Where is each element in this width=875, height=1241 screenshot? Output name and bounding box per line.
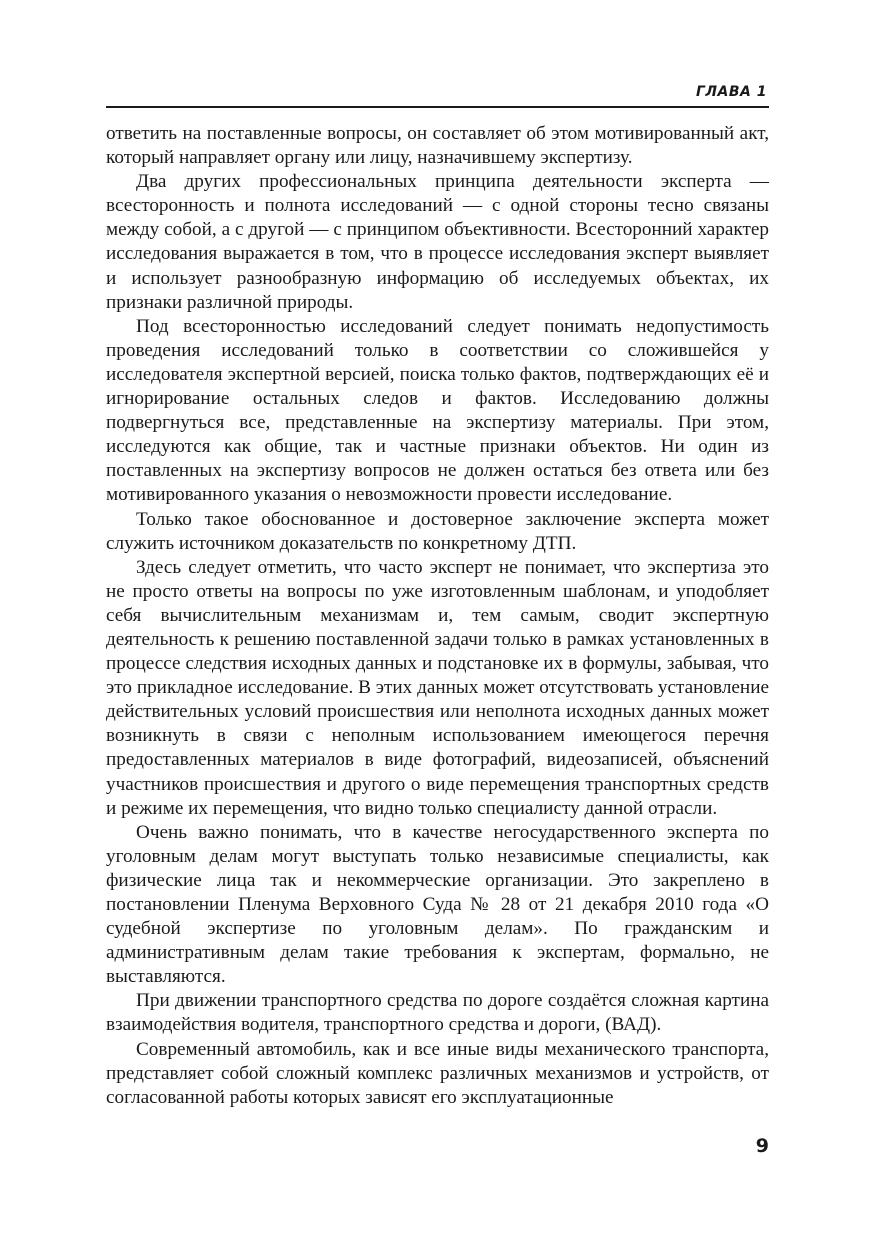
- header-divider: [106, 106, 769, 108]
- paragraph-8: Современный автомобиль, как и все иные виды механического транспорта, представляет собой сложный комплекс различных механизмов и устройств, от согласованной работы которых зависят его эксплуатационные: [106, 1038, 769, 1108]
- paragraph-7: При движении транспортного средства по дороге создаётся сложная картина взаимодействия водителя, транспортного средства и дороги, (ВАД).: [106, 990, 769, 1036]
- page-number: 9: [755, 1135, 769, 1157]
- paragraph-2: Два других профессиональных принципа деятельности эксперта — всесторонность и полнота исследований — с одной стороны тесно связаны между собой, а с другой — с принципом объективности. Всесторонний характер исследования выражается в том, что в процессе исследования эксперт выявляет и использует разнообразную информацию об исследуемых объектах, их признаки различной природы.: [106, 171, 769, 313]
- paragraph-5: Здесь следует отметить, что часто эксперт не понимает, что экспертиза это не просто ответы на вопросы по уже изготовленным шаблонам, и уподобляет себя вычислительным механизмам и, тем самым, сводит экспертную деятельность к решению поставленной задачи только в рамках установленных в процессе следствия исходных данных и подстановке их в формулы, забывая, что это прикладное исследование. В этих данных может отсутствовать установление действительных условий происшествия или неполнота исходных данных может возникнуть в связи с неполным использованием имеющегося перечня предоставленных материалов в виде фотографий, видеозаписей, объяснений участников происшествия и другого о виде перемещения транспортных средств и режиме их перемещения, что видно только специалисту данной отрасли.: [106, 556, 769, 819]
- paragraph-6: Очень важно понимать, что в качестве негосударственного эксперта по уголовным делам могут выступать только независимые специалисты, как физические лица так и некоммерческие организации. Это закреплено в постановлении Пленума Верховного Суда № 28 от 21 декабря 2010 года «О судебной экспертизе по уголовным делам». По гражданским и административным делам такие требования к экспертам, формально, не выставляются.: [106, 821, 769, 988]
- chapter-header: ГЛАВА 1: [695, 84, 767, 100]
- page-body: [106, 122, 769, 1110]
- paragraph-1: ответить на поставленные вопросы, он составляет об этом мотивированный акт, который направляет органу или лицу, назначившему экспертизу.: [106, 123, 769, 169]
- paragraph-4: Только такое обоснованное и достоверное заключение эксперта может служить источником доказательств по конкретному ДТП.: [106, 508, 769, 554]
- paragraph-3: Под всесторонностью исследований следует понимать недопустимость проведения исследований только в соответствии со сложившейся у исследователя экспертной версией, поиска только фактов, подтверждающих её и игнорирование остальных следов и фактов. Исследованию должны подвергнуться все, представленные на экспертизу материалы. При этом, исследуются как общие, так и частные признаки объектов. Ни один из поставленных на экспертизу вопросов не должен остаться без ответа или без мотивированного указания о невозможности провести исследование.: [106, 315, 769, 506]
